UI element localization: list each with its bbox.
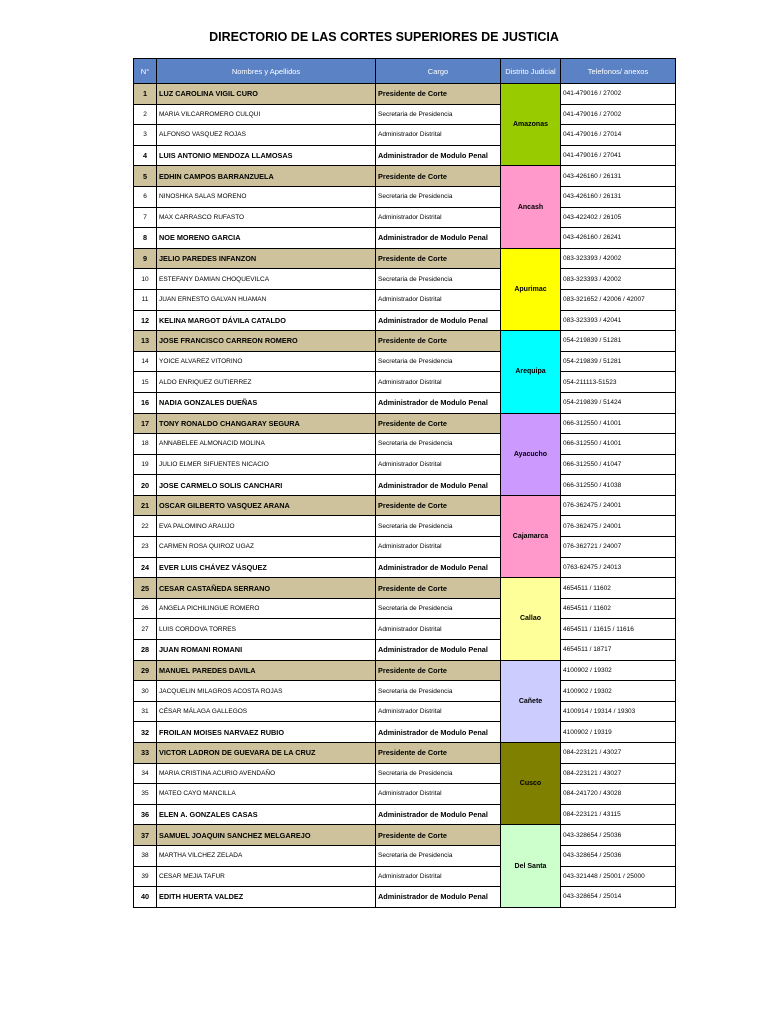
phone-extension: 4654511 / 11602	[561, 578, 676, 599]
phone-extension: 4654511 / 18717	[561, 640, 676, 661]
row-number: 16	[134, 392, 157, 413]
person-cargo: Administrador Distrital	[376, 866, 501, 887]
person-cargo: Administrador de Modulo Penal	[376, 145, 501, 166]
person-name: CÉSAR MÁLAGA GALLEGOS	[157, 701, 376, 722]
table-row	[134, 434, 676, 455]
phone-extension: 083-321652 / 42006 / 42007	[561, 289, 676, 310]
person-name: JELIO PAREDES INFANZON	[157, 248, 376, 269]
person-name: MARIA CRISTINA ACURIO AVENDAÑO	[157, 763, 376, 784]
row-number: 3	[134, 125, 157, 146]
directory-table	[133, 58, 676, 908]
person-name: ELEN A. GONZALES CASAS	[157, 804, 376, 825]
table-row	[134, 145, 676, 166]
phone-extension: 076-362475 / 24001	[561, 516, 676, 537]
table-row	[134, 701, 676, 722]
phone-extension: 043-422402 / 26105	[561, 207, 676, 228]
table-row	[134, 743, 676, 764]
table-row	[134, 763, 676, 784]
phone-extension: 084-223121 / 43027	[561, 763, 676, 784]
table-row	[134, 372, 676, 393]
person-name: CARMEN ROSA QUIROZ UGAZ	[157, 537, 376, 558]
person-cargo: Presidente de Corte	[376, 825, 501, 846]
district-cell: Callao	[501, 578, 561, 660]
row-number: 34	[134, 763, 157, 784]
row-number: 13	[134, 331, 157, 352]
table-row	[134, 640, 676, 661]
phone-extension: 083-323393 / 42002	[561, 248, 676, 269]
district-cell: Ayacucho	[501, 413, 561, 495]
table-row	[134, 125, 676, 146]
table-row	[134, 845, 676, 866]
phone-extension: 043-328654 / 25036	[561, 825, 676, 846]
phone-extension: 0763-62475 / 24013	[561, 557, 676, 578]
person-name: NADIA GONZALES DUEÑAS	[157, 392, 376, 413]
district-cell: Cajamarca	[501, 495, 561, 577]
person-cargo: Administrador de Modulo Penal	[376, 228, 501, 249]
person-name: EDITH HUERTA VALDEZ	[157, 887, 376, 908]
phone-extension: 083-323393 / 42002	[561, 269, 676, 290]
phone-extension: 066-312550 / 41001	[561, 434, 676, 455]
table-body	[134, 84, 676, 908]
phone-extension: 4654511 / 11602	[561, 598, 676, 619]
phone-extension: 084-223121 / 43115	[561, 804, 676, 825]
row-number: 22	[134, 516, 157, 537]
row-number: 27	[134, 619, 157, 640]
person-name: JOSE CARMELO SOLIS CANCHARI	[157, 475, 376, 496]
row-number: 10	[134, 269, 157, 290]
row-number: 23	[134, 537, 157, 558]
table-row	[134, 228, 676, 249]
person-cargo: Administrador Distrital	[376, 537, 501, 558]
person-cargo: Administrador de Modulo Penal	[376, 722, 501, 743]
person-cargo: Presidente de Corte	[376, 413, 501, 434]
person-name: ESTEFANY DAMIAN CHOQUEVILCA	[157, 269, 376, 290]
phone-extension: 4100902 / 19302	[561, 681, 676, 702]
table-row	[134, 413, 676, 434]
row-number: 17	[134, 413, 157, 434]
person-name: MANUEL PAREDES DAVILA	[157, 660, 376, 681]
row-number: 20	[134, 475, 157, 496]
phone-extension: 076-362475 / 24001	[561, 495, 676, 516]
person-cargo: Secretaria de Presidencia	[376, 681, 501, 702]
row-number: 29	[134, 660, 157, 681]
table-row	[134, 598, 676, 619]
person-name: MARTHA VILCHEZ ZELADA	[157, 845, 376, 866]
person-name: LUIS CORDOVA TORRES	[157, 619, 376, 640]
phone-extension: 043-328654 / 25036	[561, 845, 676, 866]
table-row	[134, 557, 676, 578]
phone-extension: 054-219839 / 51281	[561, 351, 676, 372]
person-name: KELINA MARGOT DÁVILA CATALDO	[157, 310, 376, 331]
person-cargo: Presidente de Corte	[376, 495, 501, 516]
table-row	[134, 784, 676, 805]
person-cargo: Secretaria de Presidencia	[376, 516, 501, 537]
person-cargo: Administrador de Modulo Penal	[376, 557, 501, 578]
phone-extension: 066-312550 / 41038	[561, 475, 676, 496]
person-cargo: Presidente de Corte	[376, 331, 501, 352]
phone-extension: 043-321448 / 25001 / 25000	[561, 866, 676, 887]
row-number: 40	[134, 887, 157, 908]
person-name: JUAN ROMANI ROMANI	[157, 640, 376, 661]
person-name: EDHIN CAMPOS BARRANZUELA	[157, 166, 376, 187]
row-number: 25	[134, 578, 157, 599]
phone-extension: 043-426160 / 26131	[561, 166, 676, 187]
phone-extension: 054-219839 / 51281	[561, 331, 676, 352]
table-row	[134, 248, 676, 269]
row-number: 39	[134, 866, 157, 887]
row-number: 14	[134, 351, 157, 372]
person-name: YOICE ALVAREZ VITORINO	[157, 351, 376, 372]
table-row	[134, 516, 676, 537]
row-number: 9	[134, 248, 157, 269]
row-number: 18	[134, 434, 157, 455]
person-cargo: Secretaria de Presidencia	[376, 598, 501, 619]
row-number: 32	[134, 722, 157, 743]
table-row	[134, 722, 676, 743]
person-cargo: Secretaria de Presidencia	[376, 434, 501, 455]
person-cargo: Secretaria de Presidencia	[376, 269, 501, 290]
person-cargo: Presidente de Corte	[376, 578, 501, 599]
phone-extension: 4100914 / 19314 / 19303	[561, 701, 676, 722]
person-name: MATEO CAYO MANCILLA	[157, 784, 376, 805]
row-number: 38	[134, 845, 157, 866]
person-cargo: Administrador Distrital	[376, 125, 501, 146]
table-row	[134, 866, 676, 887]
phone-extension: 041-479016 / 27041	[561, 145, 676, 166]
district-cell: Cusco	[501, 743, 561, 825]
person-name: SAMUEL JOAQUIN SANCHEZ MELGAREJO	[157, 825, 376, 846]
table-row	[134, 660, 676, 681]
person-name: OSCAR GILBERTO VASQUEZ ARANA	[157, 495, 376, 516]
district-cell: Arequipa	[501, 331, 561, 413]
page-title: DIRECTORIO DE LAS CORTES SUPERIORES DE JUSTICIA	[209, 30, 559, 44]
person-name: LUIS ANTONIO MENDOZA LLAMOSAS	[157, 145, 376, 166]
row-number: 30	[134, 681, 157, 702]
person-name: ANNABELEE ALMONACID MOLINA	[157, 434, 376, 455]
row-number: 5	[134, 166, 157, 187]
person-cargo: Administrador Distrital	[376, 207, 501, 228]
person-cargo: Presidente de Corte	[376, 84, 501, 105]
person-name: MAX CARRASCO RUFASTO	[157, 207, 376, 228]
district-cell: Ancash	[501, 166, 561, 248]
table-row	[134, 825, 676, 846]
person-name: MARIA VILCARROMERO CULQUI	[157, 104, 376, 125]
person-cargo: Administrador Distrital	[376, 372, 501, 393]
table-row	[134, 495, 676, 516]
person-cargo: Administrador de Modulo Penal	[376, 475, 501, 496]
row-number: 24	[134, 557, 157, 578]
person-cargo: Administrador de Modulo Penal	[376, 804, 501, 825]
person-cargo: Administrador Distrital	[376, 701, 501, 722]
table-row	[134, 804, 676, 825]
header-name: Nombres y Apellidos	[157, 59, 376, 84]
person-name: JACQUELIN MILAGROS ACOSTA ROJAS	[157, 681, 376, 702]
row-number: 28	[134, 640, 157, 661]
phone-extension: 4100902 / 19302	[561, 660, 676, 681]
person-name: CESAR MEJIA TAFUR	[157, 866, 376, 887]
person-name: VICTOR LADRON DE GUEVARA DE LA CRUZ	[157, 743, 376, 764]
person-cargo: Presidente de Corte	[376, 166, 501, 187]
person-name: EVA PALOMINO ARAUJO	[157, 516, 376, 537]
phone-extension: 4654511 / 11615 / 11616	[561, 619, 676, 640]
table-row	[134, 475, 676, 496]
row-number: 21	[134, 495, 157, 516]
phone-extension: 043-328654 / 25014	[561, 887, 676, 908]
table-row	[134, 578, 676, 599]
phone-extension: 4100902 / 19319	[561, 722, 676, 743]
person-cargo: Secretaria de Presidencia	[376, 763, 501, 784]
person-cargo: Presidente de Corte	[376, 743, 501, 764]
person-name: JULIO ELMER SIFUENTES NICACIO	[157, 454, 376, 475]
table-row	[134, 887, 676, 908]
person-cargo: Presidente de Corte	[376, 248, 501, 269]
person-cargo: Administrador de Modulo Penal	[376, 310, 501, 331]
person-cargo: Administrador Distrital	[376, 619, 501, 640]
person-cargo: Administrador de Modulo Penal	[376, 640, 501, 661]
phone-extension: 043-426160 / 26241	[561, 228, 676, 249]
table-row	[134, 269, 676, 290]
header-row	[134, 59, 676, 84]
header-number: N°	[134, 59, 157, 84]
table-row	[134, 166, 676, 187]
table-row	[134, 681, 676, 702]
phone-extension: 076-362721 / 24007	[561, 537, 676, 558]
table-row	[134, 289, 676, 310]
person-cargo: Administrador de Modulo Penal	[376, 887, 501, 908]
phone-extension: 083-323393 / 42041	[561, 310, 676, 331]
person-cargo: Administrador Distrital	[376, 784, 501, 805]
row-number: 12	[134, 310, 157, 331]
phone-extension: 084-241720 / 43028	[561, 784, 676, 805]
row-number: 4	[134, 145, 157, 166]
phone-extension: 054-219839 / 51424	[561, 392, 676, 413]
district-cell: Cañete	[501, 660, 561, 742]
phone-extension: 066-312550 / 41001	[561, 413, 676, 434]
phone-extension: 054-211113-51523	[561, 372, 676, 393]
row-number: 26	[134, 598, 157, 619]
phone-extension: 043-426160 / 26131	[561, 186, 676, 207]
table-row	[134, 84, 676, 105]
phone-extension: 041-479016 / 27002	[561, 104, 676, 125]
table-row	[134, 331, 676, 352]
person-cargo: Secretaria de Presidencia	[376, 351, 501, 372]
header-cargo: Cargo	[376, 59, 501, 84]
district-cell: Del Santa	[501, 825, 561, 907]
row-number: 11	[134, 289, 157, 310]
phone-extension: 066-312550 / 41047	[561, 454, 676, 475]
table-row	[134, 351, 676, 372]
person-cargo: Administrador de Modulo Penal	[376, 392, 501, 413]
person-name: NOE MORENO GARCIA	[157, 228, 376, 249]
person-cargo: Secretaria de Presidencia	[376, 845, 501, 866]
table-row	[134, 619, 676, 640]
row-number: 1	[134, 84, 157, 105]
district-cell: Amazonas	[501, 84, 561, 166]
table-row	[134, 392, 676, 413]
person-name: FROILAN MOISES NARVAEZ RUBIO	[157, 722, 376, 743]
row-number: 31	[134, 701, 157, 722]
person-cargo: Secretaria de Presidencia	[376, 104, 501, 125]
header-district: Distrito Judicial	[501, 59, 561, 84]
person-name: ALDO ENRIQUEZ GUTIERREZ	[157, 372, 376, 393]
person-cargo: Secretaria de Presidencia	[376, 186, 501, 207]
table-row	[134, 537, 676, 558]
person-name: JOSE FRANCISCO CARREON ROMERO	[157, 331, 376, 352]
person-name: ALFONSO VASQUEZ ROJAS	[157, 125, 376, 146]
table-row	[134, 186, 676, 207]
person-name: EVER LUIS CHÁVEZ VÁSQUEZ	[157, 557, 376, 578]
person-name: NINOSHKA SALAS MORENO	[157, 186, 376, 207]
row-number: 6	[134, 186, 157, 207]
row-number: 33	[134, 743, 157, 764]
row-number: 35	[134, 784, 157, 805]
person-cargo: Administrador Distrital	[376, 289, 501, 310]
table-row	[134, 454, 676, 475]
row-number: 7	[134, 207, 157, 228]
row-number: 8	[134, 228, 157, 249]
table-row	[134, 104, 676, 125]
row-number: 19	[134, 454, 157, 475]
table-row	[134, 207, 676, 228]
row-number: 2	[134, 104, 157, 125]
table-row	[134, 310, 676, 331]
row-number: 36	[134, 804, 157, 825]
phone-extension: 041-479016 / 27014	[561, 125, 676, 146]
person-name: TONY RONALDO CHANGARAY SEGURA	[157, 413, 376, 434]
phone-extension: 041-479016 / 27002	[561, 84, 676, 105]
person-name: LUZ CAROLINA VIGIL CURO	[157, 84, 376, 105]
phone-extension: 084-223121 / 43027	[561, 743, 676, 764]
person-name: ANGELA PICHILINGUE ROMERO	[157, 598, 376, 619]
row-number: 15	[134, 372, 157, 393]
header-phone: Telefonos/ anexos	[561, 59, 676, 84]
row-number: 37	[134, 825, 157, 846]
person-cargo: Administrador Distrital	[376, 454, 501, 475]
person-cargo: Presidente de Corte	[376, 660, 501, 681]
person-name: CESAR CASTAÑEDA SERRANO	[157, 578, 376, 599]
district-cell: Apurimac	[501, 248, 561, 330]
person-name: JUAN ERNESTO GALVAN HUAMAN	[157, 289, 376, 310]
